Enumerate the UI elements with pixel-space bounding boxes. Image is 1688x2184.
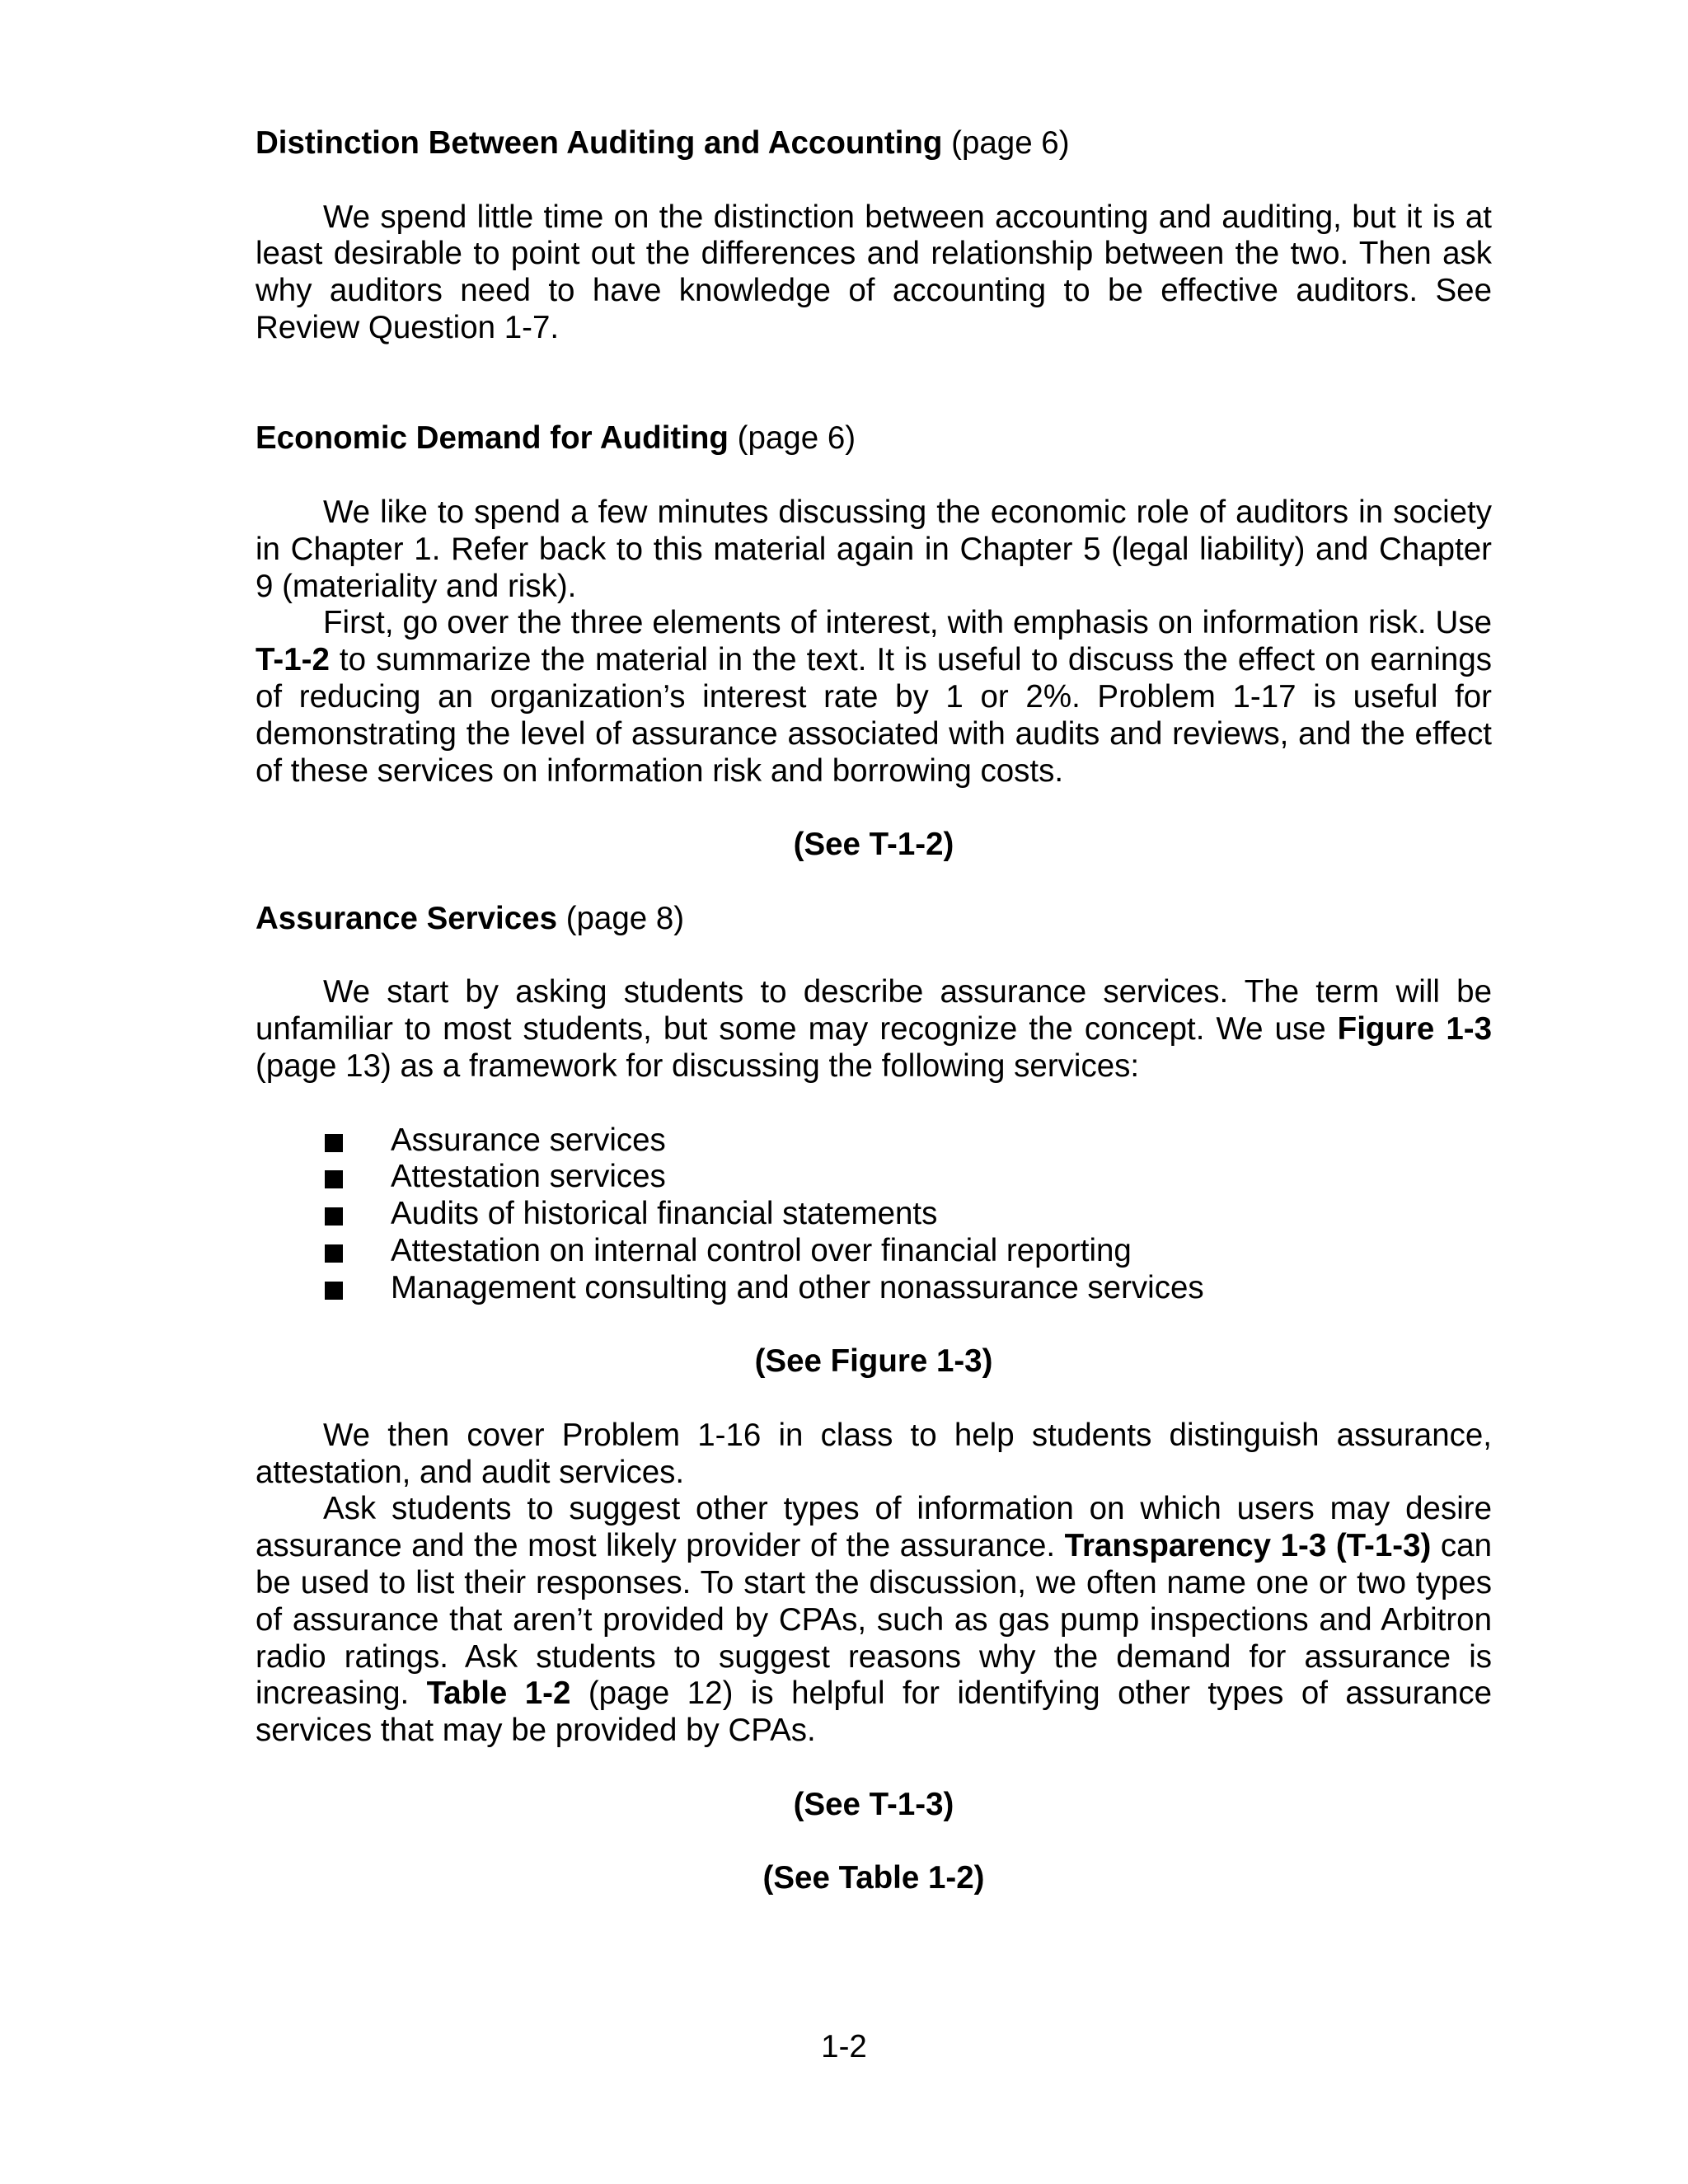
square-bullet-icon (325, 1282, 343, 1300)
text-run: (page 13) as a framework for discussing the following services: (256, 1047, 1140, 1084)
list-item (325, 1122, 1492, 1160)
text-run: Ask students to suggest other types of information on which users may desire assurance and the most likely provider of the assurance. (256, 1491, 1492, 1564)
list-item-text: Management consulting and other nonassurance services (391, 1269, 1204, 1305)
page-ref: (page 8) (565, 900, 685, 936)
text-run: to summarize the material in the text. It is useful to discuss the effect on earnings of reducing an organization’s interest rate by 1 or 2%. Problem 1-17 is useful for demonstrating the level of assurance associated with audits and reviews, and the effect of these services on information risk and borrowing costs. (256, 642, 1492, 789)
see-reference-figure-1-3: (See Figure 1-3) (754, 1343, 993, 1380)
list-item-text: Attestation on internal control over financial reporting (391, 1232, 1132, 1268)
section-heading-assurance-services (256, 901, 1492, 938)
list-item-text: Audits of historical financial statements (391, 1196, 938, 1232)
paragraph-economic-role: We like to spend a few minutes discussing the economic role of auditors in society in Chapter 1. Refer back to this material again in Chapter 5 (legal liability) and Chapter 9 (materiality and risk). (256, 494, 1492, 604)
see-reference-t-1-3: (See T-1-3) (793, 1786, 954, 1822)
page-number: 1-2 (821, 2029, 867, 2064)
bold-reference: T-1-2 (256, 642, 330, 678)
heading-text: Economic Demand for Auditing (256, 420, 729, 457)
services-list (256, 1122, 1492, 1307)
list-item-text: Attestation services (391, 1159, 666, 1195)
bold-reference: Table 1-2 (426, 1675, 571, 1712)
paragraph-other-assurance (256, 1491, 1492, 1750)
paragraph-information-risk (256, 605, 1492, 790)
list-item (325, 1159, 1492, 1196)
square-bullet-icon (325, 1134, 343, 1152)
bold-reference: Transparency 1-3 (T-1-3) (1064, 1528, 1432, 1564)
paragraph-problem-1-16: We then cover Problem 1-16 in class to help students distinguish assurance, attestation, and audit services. (256, 1417, 1492, 1490)
page-ref: (page 6) (951, 125, 1070, 161)
paragraph-distinction: We spend little time on the distinction between accounting and auditing, but it is at least desirable to point out the differences and relationship between the two. Then ask why auditors need to have knowledge of accounting to be effective auditors. See Review Question 1-7. (256, 199, 1492, 345)
document-page (256, 125, 1492, 1897)
section-heading-economic-demand (256, 420, 1492, 457)
paragraph-assurance-intro (256, 974, 1492, 1085)
square-bullet-icon (325, 1170, 343, 1188)
bold-reference: Figure 1-3 (1337, 1011, 1492, 1047)
heading-text: Distinction Between Auditing and Accounting (256, 125, 943, 161)
list-item (325, 1233, 1492, 1270)
square-bullet-icon (325, 1207, 343, 1226)
page-ref: (page 6) (737, 420, 856, 457)
see-reference-t-1-2: (See T-1-2) (793, 827, 954, 863)
text-run: can be used to list their responses. To start the discussion, we often name one or two types of assurance that aren’t provided by CPAs, such as gas pump inspections and Arbitron radio ratings. Ask students to suggest reasons why the demand for assurance is increasing. (256, 1528, 1492, 1712)
heading-text: Assurance Services (256, 900, 557, 936)
text-run: We start by asking students to describe assurance services. The term will be unfamiliar to most students, but some may recognize the concept. We use (256, 974, 1492, 1047)
list-item (325, 1196, 1492, 1233)
square-bullet-icon (325, 1244, 343, 1263)
see-reference-table-1-2: (See Table 1-2) (762, 1860, 985, 1896)
list-item (325, 1270, 1492, 1307)
text-run: (page 12) is helpful for identifying other types of assurance services that may be provided by CPAs. (256, 1675, 1492, 1749)
section-heading-distinction (256, 125, 1492, 162)
list-item-text: Assurance services (391, 1122, 666, 1158)
text-run: First, go over the three elements of interest, with emphasis on information risk. Use (323, 605, 1492, 641)
